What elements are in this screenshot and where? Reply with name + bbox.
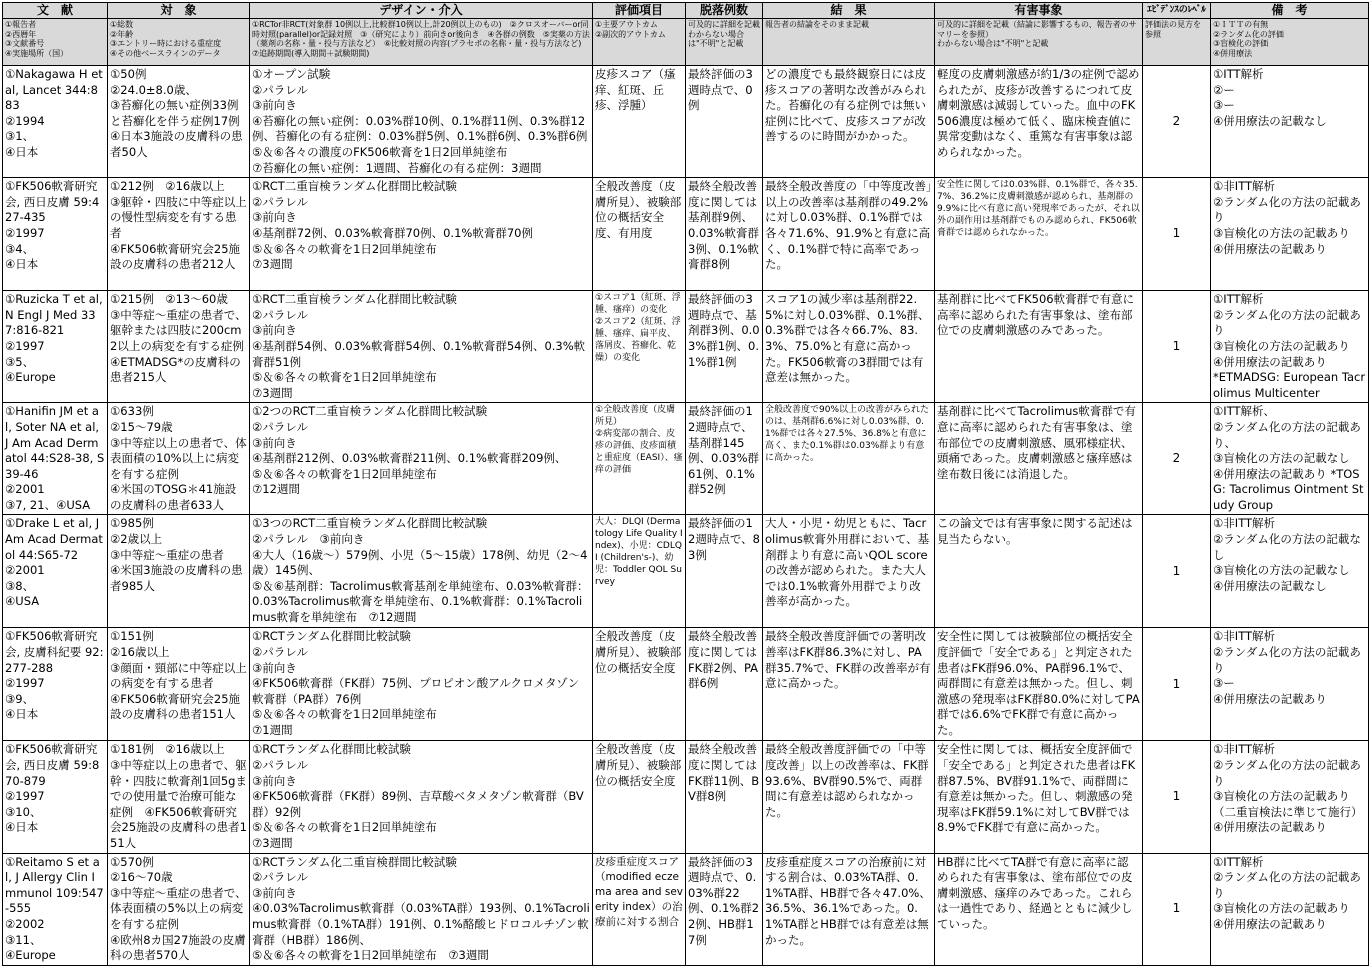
cell-result [763, 853, 935, 965]
subject-line: ③中等症～重症の患者で、体表面積の5%以上の病変を有する症例 [110, 885, 247, 931]
cell-design [250, 178, 593, 291]
col-header-remarks: 備 考 [1211, 3, 1369, 19]
design-line: ②パラレル [252, 870, 309, 885]
report-line: ④日本 [5, 144, 39, 159]
cell-remarks [1211, 741, 1369, 853]
cell-adverse [935, 66, 1143, 178]
report-line: ③10、 [5, 804, 42, 819]
subject-line: ④米国のTOSG＊41施設の皮膚科の患者633人 [110, 482, 237, 512]
subject-line: ②24.0±8.0歳、 [110, 82, 197, 97]
subject-line: ③中等症以上の患者で、体表面積の10%以上に病変を有する症例 [110, 435, 247, 481]
study-row [3, 291, 1369, 403]
design-line: ①RCT二重盲検ランダム化群間比較試験 [252, 292, 457, 307]
remarks-line: ④併用療法の記載あり [1213, 241, 1327, 256]
remarks-line: ④併用療法の記載あり [1213, 691, 1327, 706]
cell-adverse [935, 291, 1143, 403]
design-line: ③前向き [252, 660, 297, 675]
study-row [3, 628, 1369, 741]
design-line: ⑤＆⑥各々の軟膏を1日2回単純塗布 ⑦3週間 [252, 948, 489, 963]
report-line: ②2001 [5, 563, 45, 578]
cell-remarks [1211, 403, 1369, 515]
cell-result [763, 628, 935, 741]
design-line: ⑤＆⑥各々の濃度のFK506軟膏を1日2回単純塗布 [252, 144, 508, 159]
subject-line: ①151例 [110, 629, 154, 644]
subject-line: ①570例 [110, 854, 154, 869]
cell-result [763, 291, 935, 403]
cell-subject [108, 66, 250, 178]
cell-dropout [686, 178, 763, 291]
subject-line: ④米国3施設の皮膚科の患者985人 [110, 563, 243, 593]
eval-line: ②病変部の割合、皮疹の評価、皮疹面積と重症度（EASI）、瘙痒の評価 [595, 429, 683, 476]
remarks-line: ①非ITT解析 [1213, 742, 1276, 757]
remarks-line: ③ー [1213, 98, 1235, 113]
remarks-line: ③盲検化の方法の記載あり [1213, 901, 1350, 916]
design-line: ④FK506軟膏群（FK群）89例、吉草酸ベタメタゾン軟膏群（BV群）92例 [252, 789, 584, 819]
design-line: ②パラレル [252, 307, 309, 322]
cell-report [3, 853, 108, 965]
remarks-line: ③盲検化の方法の記載あり（二重盲検法に準じて施行） [1213, 789, 1363, 819]
cell-result [763, 178, 935, 291]
remarks-line: ②ランダム化の方法の記載あり [1213, 645, 1361, 675]
subject-line: ③顔面・頸部に中等症以上の病変を有する患者 [110, 660, 247, 691]
cell-remarks [1211, 853, 1369, 965]
subject-line: ④FK506軟膏研究会25施設の皮膚科の患者212人 [110, 241, 241, 272]
note-result: 報告者の結論をそのまま記載 [763, 19, 935, 66]
cell-remarks [1211, 291, 1369, 403]
design-line: ②パラレル [252, 758, 309, 773]
design-line: ④基剤群54例、0.03%軟膏群54例、0.1%軟膏群54例、0.3%軟膏群51例 [252, 338, 586, 369]
design-line: ③前向き [252, 773, 297, 788]
result-line: スコア1の減少率は基剤群22.5%に対し0.03%群、0.1%群、0.3%群では各々66.7%、83.3%、75.0%と有意に高かった。FK506軟膏の3群間では有意差は無かった。 [765, 292, 930, 385]
eval-line: 全般改善度（皮膚所見）、被験部位の概括安全度 [595, 629, 682, 675]
result-line: 皮疹重症度スコアの治療前に対する割合は、0.03%TA群、0.1%TA群、HB群で各々47.0%、36.5%、36.1%であった。0.1%TA群とHB群では有意差は無かった。 [765, 854, 931, 947]
cell-subject [108, 741, 250, 853]
remarks-line: ②ランダム化の方法の記載あり [1213, 307, 1361, 338]
cell-evidence: 2 [1143, 403, 1211, 515]
dropout-line: 最終評価の12週時点で、基剤群145例、0.03%群61例、0.1%群52例 [688, 404, 760, 497]
adverse-line: 基剤群に比べてTacrolimus軟膏群で有意に高率に認められた有害事象は、塗布部位での皮膚刺激感、風邪様症状、頭痛であった。皮膚刺激感と瘙痒感は塗布数日後には消退した。 [937, 404, 1136, 481]
remarks-line: ②ランダム化の方法の記載あり、 [1213, 419, 1361, 450]
cell-dropout [686, 628, 763, 741]
result-line: 最終全般改善度評価での「中等度改善」以上の改善率は、FK群93.6%、BV群90.5%で、両群間に有意差は認められなかった。 [765, 742, 929, 819]
report-line: ④日本 [5, 257, 39, 272]
eval-line: 全般改善度（皮膚所見）、被験部位の概括安全度、有用度 [595, 179, 682, 240]
cell-evidence: 1 [1143, 741, 1211, 853]
remarks-line: ④併用療法の記載なし [1213, 113, 1327, 128]
adverse-line: 軽度の皮膚刺激感が約1/3の症例で認められたが、皮疹が改善するにつれて皮膚刺激感は減弱していった。血中のFK506濃度は極めて低く、臨床検査値に異常変動はなく、重篤な有害事象は認められなかった。 [937, 67, 1140, 159]
design-line: ⑤＆⑥各々の軟膏を1日2回単純塗布 [252, 466, 437, 481]
adverse-line: HB群に比べてTA群で有意に高率に認められた有害事象は、塗布部位での皮膚刺激感、瘙痒のみであった。これらは一過性であり、経過とともに減少していった。 [937, 854, 1133, 931]
subject-line: ③中等症以上の患者で、躯幹・四肢に軟膏剤1回5gまでの使用量で治療可能な症例 ④FK506軟膏研究会25施設の皮膚科の患者151人 [110, 758, 247, 851]
eval-line: ①スコア1（紅斑、浮腫、瘙痒）の変化 [595, 293, 681, 316]
remarks-line: ④併用療法の記載あり [1213, 354, 1327, 369]
design-line: ④基剤群72例、0.03%軟膏群70例、0.1%軟膏群70例 [252, 225, 533, 240]
report-line: ①Nakagawa H et al, Lancet 344:883 [5, 67, 107, 113]
col-header-adverse: 有害事象 [935, 3, 1143, 19]
col-header-subject: 対 象 [108, 3, 250, 19]
cell-design [250, 741, 593, 853]
remarks-line: ①ITT解析 [1213, 854, 1264, 869]
study-row [3, 66, 1369, 178]
remarks-line: ②ランダム化の方法の記載あり [1213, 194, 1361, 225]
dropout-line: 最終評価の12週時点で、83例 [688, 516, 760, 562]
subject-line: ②16～70歳 [110, 870, 173, 885]
design-line: ④0.03%Tacrolimus軟膏群（0.03%TA群）193例、0.1%Tacrolimus軟膏群（0.1%TA群）191例、0.1%酪酸ヒドロコルチゾン軟膏群（HB群）186例、 [252, 901, 590, 947]
subject-line: ③中等症～重症の患者で、躯幹または四肢に200cm2以上の病変を有する症例 [110, 307, 247, 353]
report-line: ①FK506軟膏研究会, 西日皮膚 59:870-879 [5, 742, 100, 788]
cell-result [763, 515, 935, 628]
header-notes-row [3, 19, 1369, 66]
remarks-line: ②ランダム化の方法の記載なし [1213, 532, 1361, 562]
cell-eval [593, 853, 686, 965]
cell-report [3, 178, 108, 291]
note-subject: ①総数 ②年齢 ③エントリー時における重症度 ④その他ベースラインのデータ [108, 19, 250, 66]
eval-line: ②スコア2（紅斑、浮腫、瘙痒、扁平皮、落屑皮、苔癬化、乾燥）の変化 [595, 317, 681, 364]
design-line: ④基剤群212例、0.03%軟膏群211例、0.1%軟膏群209例、 [252, 451, 567, 466]
subject-line: ①215例 ②13～60歳 [110, 292, 228, 307]
design-line: ②パラレル ③前向き [252, 532, 365, 547]
cell-report [3, 741, 108, 853]
subject-line: ③中等症～重症の患者 [110, 547, 224, 562]
subject-line: ①50例 [110, 67, 147, 81]
remarks-line: ④併用療法の記載なし [1213, 578, 1327, 593]
remarks-line: ②ー [1213, 82, 1235, 97]
cell-eval [593, 291, 686, 403]
dropout-line: 最終評価の3週時点で、0例 [688, 67, 753, 113]
design-line: ①2つのRCT二重盲検ランダム化群間比較試験 [252, 404, 488, 419]
design-line: ⑦3週間 [252, 257, 293, 272]
study-row [3, 741, 1369, 853]
design-line: ①3つのRCT二重盲検ランダム化群間比較試験 [252, 516, 488, 531]
note-report: ①報告者 ②西暦年 ③文献番号 ④実施場所（国） [3, 19, 108, 66]
design-line: ①RCTランダム化群間比較試験 [252, 742, 411, 757]
cell-subject [108, 291, 250, 403]
col-header-dropout: 脱落例数 [686, 3, 763, 19]
col-header-design: デザイン・介入 [250, 3, 593, 19]
adverse-line: 安全性に関しては0.03%群、0.1%群で、各々35.7%、36.2%に皮膚刺激感が認められ、基剤群の9.9%に比べ有意に高い発現率であったが、それ以外の副作用は基剤群でものみ認められ、FK506軟膏群では認められなかった。 [937, 180, 1140, 239]
cell-subject [108, 853, 250, 965]
remarks-line: *ETMADSG: European Tacrolimus Multicenter [1213, 370, 1366, 400]
design-line: ③前向き [252, 435, 297, 450]
report-line: ③5、 [5, 354, 35, 369]
design-line: ②パラレル [252, 82, 309, 97]
cell-design [250, 291, 593, 403]
cell-adverse [935, 515, 1143, 628]
cell-report [3, 66, 108, 178]
report-line: ④USA [5, 594, 40, 609]
subject-line: ③苔癬化の無い症例33例と苔癬化を伴う症例17例 [110, 98, 240, 128]
cell-evidence: 1 [1143, 515, 1211, 628]
report-line: ②1997 [5, 225, 45, 240]
remarks-line: ①非ITT解析 [1213, 629, 1276, 644]
design-line: ⑤＆⑥各々の軟膏を1日2回単純塗布 [252, 820, 437, 835]
adverse-line: この論文では有害事象に関する記述は見当たらない。 [937, 516, 1133, 547]
remarks-line: ①ITT解析 [1213, 67, 1264, 81]
cell-design [250, 628, 593, 741]
design-line: ⑦3週間 [252, 385, 293, 400]
design-line: ⑤＆⑥各々の軟膏を1日2回単純塗布 [252, 370, 437, 385]
design-line: ②パラレル [252, 645, 309, 660]
cell-subject [108, 403, 250, 515]
cell-eval [593, 178, 686, 291]
report-line: ②1997 [5, 338, 45, 353]
remarks-line: ①非ITT解析 [1213, 179, 1276, 194]
subject-line: ①212例 ②16歳以上 [110, 179, 225, 194]
cell-subject [108, 515, 250, 628]
remarks-line: ③ー [1213, 676, 1235, 691]
eval-line: 皮疹スコア（瘙痒、紅斑、丘疹、浮腫） [595, 67, 676, 113]
dropout-line: 最終全般改善度に関してはFK群2例、PA群6例 [688, 629, 759, 691]
subject-line: ②16歳以上 [110, 645, 170, 660]
report-line: ②1994 [5, 113, 45, 128]
col-header-eval: 評価項目 [593, 3, 686, 19]
cell-subject [108, 628, 250, 741]
cell-report [3, 403, 108, 515]
eval-line: 全般改善度（皮膚所見）、被験部位の概括安全度 [595, 742, 682, 788]
cell-adverse [935, 403, 1143, 515]
cell-remarks [1211, 178, 1369, 291]
design-line: ④FK506軟膏群（FK群）75例、プロピオン酸アルクロメタゾン軟膏群（PA群）76例 [252, 676, 580, 706]
header-row [3, 3, 1369, 19]
remarks-line: ④併用療法の記載あり [1213, 917, 1327, 931]
report-line: ①FK506軟膏研究会, 西日皮膚 59:427-435 [5, 179, 100, 225]
design-line: ⑦3週間 [252, 836, 293, 851]
result-line: 全般改善度で90%以上の改善がみられたのは、基剤群6.6%に対し0.03%群、0.1%群では各々27.5%、36.8%と有意に高く、また0.1%群は0.03%群より有意に高かった。 [765, 405, 930, 464]
col-header-evidence: ｴﾋﾞﾃﾞﾝｽのﾚﾍﾞﾙ [1143, 3, 1211, 19]
report-line: ④Europe [5, 370, 56, 385]
design-line: ③前向き [252, 210, 297, 225]
design-line: ⑤＆⑥各々の軟膏を1日2回単純塗布 [252, 241, 437, 256]
cell-eval [593, 741, 686, 853]
result-line: 大人・小児・幼児ともに、Tacrolimus軟膏外用群において、基剤群より有意に高いQOL scoreの改善が認められた。また大人では0.1%軟膏外用群でより改善率が高かった。 [765, 516, 930, 609]
cell-result [763, 741, 935, 853]
subject-line: ④欧州8カ国27施設の皮膚科の患者570人 [110, 932, 246, 963]
note-design: ①RCTor非RCT(対象群 10例以上,比較群10例以上,計20例以上のもの) ②クロスオーバーor同時対照(parallel)or記録対照 ③（研究により）前向きor後向き ④各群の例数 ⑤実薬の方法（薬剤の名称・量・投与方法など） ⑥比較対照の内容(プラセボの名称・量・投与方法など) ⑦追跡期間(導入期間＋試験期間) [250, 19, 593, 66]
eval-line: 皮疹重症度スコア（modified eczema area and severity index）の治療前に対する割合 [595, 855, 683, 928]
report-line: ③7, 21、④USA [5, 497, 91, 512]
cell-report [3, 515, 108, 628]
report-line: ①Hanifin JM et al, Soter NA et al, J Am Acad Dermatol 44:S28-38, S39-46 [5, 404, 105, 481]
remarks-line: ③盲検化の方法の記載あり [1213, 225, 1350, 240]
report-line: ③11、 [5, 932, 42, 947]
cell-eval [593, 515, 686, 628]
col-header-report: 文 献 [3, 3, 108, 19]
report-line: ③9、 [5, 691, 35, 706]
cell-eval [593, 66, 686, 178]
cell-evidence: 1 [1143, 628, 1211, 741]
cell-dropout [686, 853, 763, 965]
cell-subject [108, 178, 250, 291]
adverse-line: 基剤群に比べてFK506軟膏群で有意に高率に認められた有害事象は、塗布部位での皮膚刺激感のみであった。 [937, 292, 1135, 338]
cell-design [250, 66, 593, 178]
report-line: ④Europe [5, 948, 56, 963]
study-row [3, 853, 1369, 965]
report-line: ②1997 [5, 676, 45, 691]
remarks-line: ③盲検化の方法の記載あり [1213, 338, 1350, 353]
design-line: ①RCT二重盲検ランダム化群間比較試験 [252, 179, 457, 194]
design-line: ⑦1週間 [252, 723, 293, 738]
note-adverse: 可及的に詳細を記載（結論に影響するもの、報告者のサマリーを参照） わからない場合は"不明"と記載 [935, 19, 1143, 66]
cell-remarks [1211, 515, 1369, 628]
report-line: ④日本 [5, 820, 39, 835]
report-line: ①FK506軟膏研究会, 皮膚科紀要 92:277-288 [5, 629, 104, 675]
remarks-line: ③盲検化の方法の記載なし [1213, 563, 1350, 578]
adverse-line: 安全性に関しては、概括安全度評価で「安全である」と判定された患者はFK群87.5%、BV群91.1%で、両群間に有意差は無かった。但し、刺激感の発現率はFK群59.1%に対してBV群では8.9%でFK群で有意に高かった。 [937, 742, 1136, 835]
dropout-line: 最終全般改善度に関しては基剤群9例、0.03%軟膏群3例、0.1%軟膏群8例 [688, 179, 760, 272]
study-row [3, 178, 1369, 291]
cell-design [250, 853, 593, 965]
cell-evidence: 2 [1143, 66, 1211, 178]
report-line: ②2001 [5, 482, 45, 497]
report-line: ①Drake L et al, J Am Acad Dermatol 44:S65-72 [5, 516, 103, 562]
cell-result [763, 403, 935, 515]
dropout-line: 最終評価の3週時点で、0.03%群22例、0.1%群22例、HB群17例 [688, 854, 760, 947]
subject-line: ③躯幹・四肢に中等症以上の慢性型病変を有する患者 [110, 194, 247, 240]
remarks-line: ①ITT解析、 [1213, 404, 1276, 419]
remarks-line: ④併用療法の記載あり [1213, 820, 1327, 835]
study-row [3, 515, 1369, 628]
adverse-line: 安全性に関しては被験部位の概括安全度評価で「安全である」と判定された患者はFK群96.0%、PA群96.1%で、両群間に有意差は無かった。但し、刺激感の発現率はFK群80.0%に対してPA群では6.6%でFK群で有意に高かった。 [937, 629, 1140, 738]
cell-evidence: 1 [1143, 291, 1211, 403]
cell-remarks [1211, 66, 1369, 178]
report-line: ③8、 [5, 578, 35, 593]
result-line: どの濃度でも最終観察日には皮疹スコアの著明な改善がみられた。苔癬化の有る症例では無い症例に比べて、皮疹スコアが改善するのに時間がかかった。 [765, 67, 926, 144]
subject-line: ①633例 [110, 404, 154, 419]
cell-dropout [686, 515, 763, 628]
remarks-line: ②ランダム化の方法の記載あり [1213, 870, 1361, 900]
design-line: ⑦12週間 [252, 482, 300, 497]
cell-evidence: 1 [1143, 178, 1211, 291]
cell-evidence: 1 [1143, 853, 1211, 965]
design-line: ③前向き [252, 323, 297, 338]
subject-line: ①181例 ②16歳以上 [110, 742, 225, 757]
cell-design [250, 403, 593, 515]
eval-line: ①全般改善度（皮膚所見） [595, 405, 676, 428]
cell-report [3, 628, 108, 741]
cell-adverse [935, 741, 1143, 853]
cell-design [250, 515, 593, 628]
report-line: ③4、 [5, 241, 35, 256]
subject-line: ①985例 [110, 516, 154, 531]
cell-dropout [686, 741, 763, 853]
study-rows [3, 66, 1369, 966]
evidence-table [2, 2, 1369, 966]
report-line: ①Reitamo S et al, J Allergy Clin Immunol 109:547-555 [5, 854, 104, 916]
report-line: ②1997 [5, 789, 45, 804]
remarks-line: ①ITT解析 [1213, 292, 1264, 307]
cell-adverse [935, 853, 1143, 965]
cell-remarks [1211, 628, 1369, 741]
design-line: ①RCTランダム化群間比較試験 [252, 629, 411, 644]
design-line: ⑤＆⑥各々の軟膏を1日2回単純塗布 [252, 707, 437, 722]
design-line: ②パラレル [252, 419, 309, 434]
cell-dropout [686, 403, 763, 515]
subject-line: ②2歳以上 [110, 532, 163, 547]
report-line: ①Ruzicka T et al, N Engl J Med 337:816-821 [5, 292, 107, 338]
design-line: ④大人（16歳～）579例、小児（5～15歳）178例、幼児（2～4歳）145例、 [252, 547, 588, 578]
cell-eval [593, 403, 686, 515]
cell-result [763, 66, 935, 178]
design-line: ①RCTランダム化二重盲検群間比較試験 [252, 854, 457, 869]
result-line: 最終全般改善度の「中等度改善」以上の改善率は基剤群の49.2%に対し0.03%群、0.1%群では各々71.6%、91.9%と有意に高く、0.1%群で特に高率であった。 [765, 179, 932, 272]
design-line: ①オープン試験 [252, 67, 331, 81]
cell-eval [593, 628, 686, 741]
cell-adverse [935, 628, 1143, 741]
report-line: ④日本 [5, 707, 39, 722]
cell-dropout [686, 291, 763, 403]
cell-adverse [935, 178, 1143, 291]
subject-line: ④日本3施設の皮膚科の患者50人 [110, 129, 243, 159]
dropout-line: 最終全般改善度に関してはFK群11例、BV群8例 [688, 742, 760, 804]
design-line: ⑤＆⑥基剤群：Tacrolimus軟膏基剤を単純塗布、0.03%軟膏群：0.03%Tacrolimus軟膏を単純塗布、0.1%軟膏群：0.1%Tacrolimus軟膏を単純塗布 ⑦12週間 [252, 578, 589, 625]
design-line: ②パラレル [252, 194, 309, 209]
eval-line: 大人：DLQI (Dermatology Life Quality Index)、小児：CDLQI (Children's-)、幼児：Toddler QOL Survey [595, 517, 683, 588]
note-eval: ①主要アウトカム ②副次的アウトカム [593, 19, 686, 66]
report-line: ③1、 [5, 129, 35, 144]
col-header-result: 結 果 [763, 3, 935, 19]
subject-line: ④FK506軟膏研究会25施設の皮膚科の患者151人 [110, 691, 241, 722]
study-row [3, 403, 1369, 515]
cell-dropout [686, 66, 763, 178]
dropout-line: 最終評価の3週時点で、基剤群3例、0.03%群1例、0.1%群1例 [688, 292, 760, 369]
report-line: ②2002 [5, 917, 45, 931]
note-dropout: 可及的に詳細を記載 わからない場合は"不明"と記載 [686, 19, 763, 66]
subject-line: ②15～79歳 [110, 419, 173, 434]
design-line: ③前向き [252, 885, 297, 900]
subject-line: ④ETMADSG*の皮膚科の患者215人 [110, 354, 241, 385]
remarks-line: ②ランダム化の方法の記載あり [1213, 758, 1361, 788]
design-line: ⑦苔癬化の無い症例：1週間、苔癬化の有る症例：3週間 [252, 160, 542, 175]
remarks-line: ③盲検化の方法の記載なし ④併用療法の記載あり *TOSG: Tacrolimus Ointment Study Group [1213, 451, 1364, 512]
note-remarks: ①ＩＴＴの有無 ②ランダム化の評価 ③盲検化の評価 ④併用療法 [1211, 19, 1369, 66]
design-line: ③前向き [252, 98, 297, 113]
result-line: 最終全般改善度評価での著明改善率はFK群86.3%に対し、PA群35.7%で、FK群の改善率が有意に高かった。 [765, 629, 931, 691]
note-evidence: 評価法の見方を参照 [1143, 19, 1211, 66]
cell-report [3, 291, 108, 403]
design-line: ④苔癬化の無い症例：0.03%群10例、0.1%群11例、0.3%群12例、苔癬化の有る症例：0.03%群5例、0.1%群6例、0.3%群6例 [252, 113, 588, 144]
remarks-line: ①非ITT解析 [1213, 516, 1276, 531]
